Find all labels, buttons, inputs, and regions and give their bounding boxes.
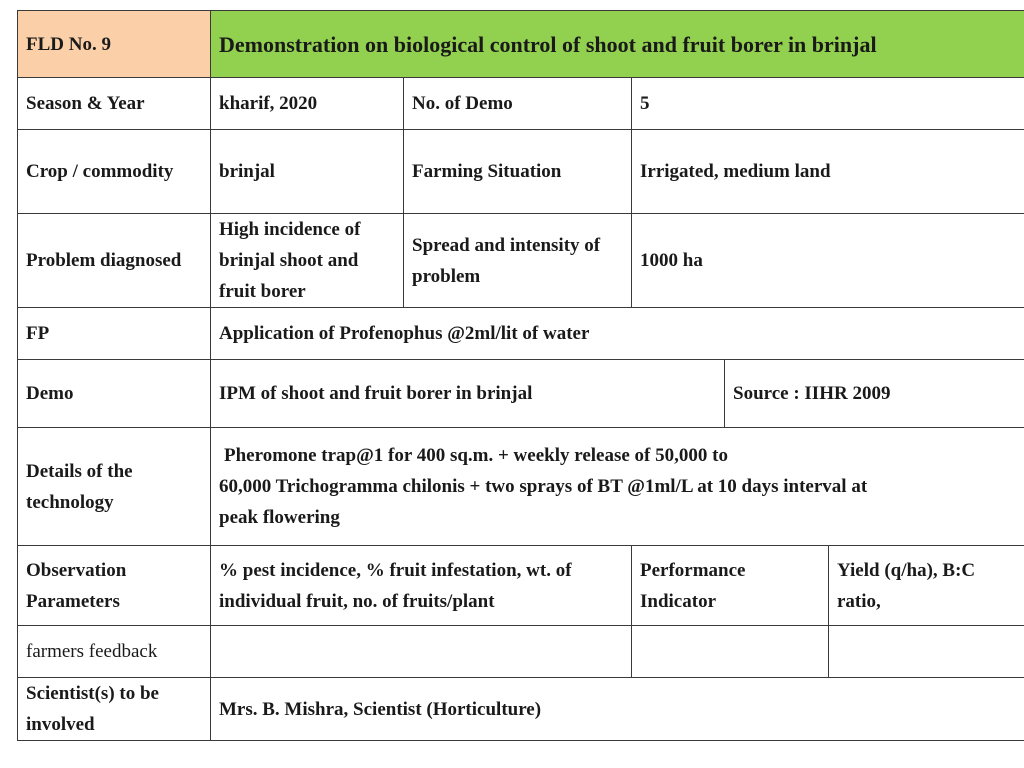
season-row: [18, 78, 1024, 130]
fld-sheet: [17, 10, 1024, 741]
technology-row: [18, 428, 1024, 546]
performance-value: Yield (q/ha), B:C ratio,: [829, 546, 1024, 626]
problem-value: High incidence of brinjal shoot and fruit borer: [211, 214, 404, 308]
feedback-label: farmers feedback: [18, 626, 211, 678]
demo-count-label: No. of Demo: [404, 78, 632, 130]
problem-label: Problem diagnosed: [18, 214, 211, 308]
feedback-yield-cell: [829, 626, 1024, 678]
fp-label: FP: [18, 308, 211, 360]
scientist-value: Mrs. B. Mishra, Scientist (Horticulture): [211, 678, 1024, 741]
farming-situation-value: Irrigated, medium land: [632, 130, 1024, 214]
technology-line-3: peak flowering: [219, 507, 340, 528]
observation-row: [18, 546, 1024, 626]
demo-value: IPM of shoot and fruit borer in brinjal: [211, 360, 725, 428]
performance-label: Performance Indicator: [632, 546, 829, 626]
crop-value: brinjal: [211, 130, 404, 214]
fp-row: [18, 308, 1024, 360]
feedback-value: [211, 626, 632, 678]
trichogramma-species: Trichogramma chilonis: [275, 476, 465, 497]
fp-value: Application of Profenophus @2ml/lit of water: [211, 308, 1024, 360]
season-label: Season & Year: [18, 78, 211, 130]
technology-line-1: Pheromone trap@1 for 400 sq.m. + weekly release of 50,000 to: [224, 445, 728, 466]
scientist-label: Scientist(s) to be involved: [18, 678, 211, 741]
fld-number: FLD No. 9: [18, 11, 211, 78]
scientist-row: [18, 678, 1024, 741]
fld-title: Demonstration on biological control of shoot and fruit borer in brinjal: [211, 11, 1024, 78]
problem-row: [18, 214, 1024, 308]
demo-label: Demo: [18, 360, 211, 428]
crop-label: Crop / commodity: [18, 130, 211, 214]
technology-line-2-pre: 60,000: [219, 476, 276, 497]
fld-table: [17, 10, 1024, 741]
season-value: kharif, 2020: [211, 78, 404, 130]
demo-count-value: 5: [632, 78, 1024, 130]
observation-value: % pest incidence, % fruit infestation, wt. of individual fruit, no. of fruits/plant: [211, 546, 632, 626]
technology-line-2: [219, 471, 1016, 502]
spread-label: Spread and intensity of problem: [404, 214, 632, 308]
technology-line-2-post: + two sprays of BT @1ml/L at 10 days interval at: [464, 476, 868, 497]
spread-value: 1000 ha: [632, 214, 1024, 308]
technology-label: Details of the technology: [18, 428, 211, 546]
feedback-row: [18, 626, 1024, 678]
technology-value: [211, 428, 1024, 546]
title-row: [18, 11, 1024, 78]
observation-label: Observation Parameters: [18, 546, 211, 626]
feedback-performance-cell: [632, 626, 829, 678]
demo-row: [18, 360, 1024, 428]
farming-situation-label: Farming Situation: [404, 130, 632, 214]
crop-row: [18, 130, 1024, 214]
demo-source: Source : IIHR 2009: [725, 360, 1024, 428]
